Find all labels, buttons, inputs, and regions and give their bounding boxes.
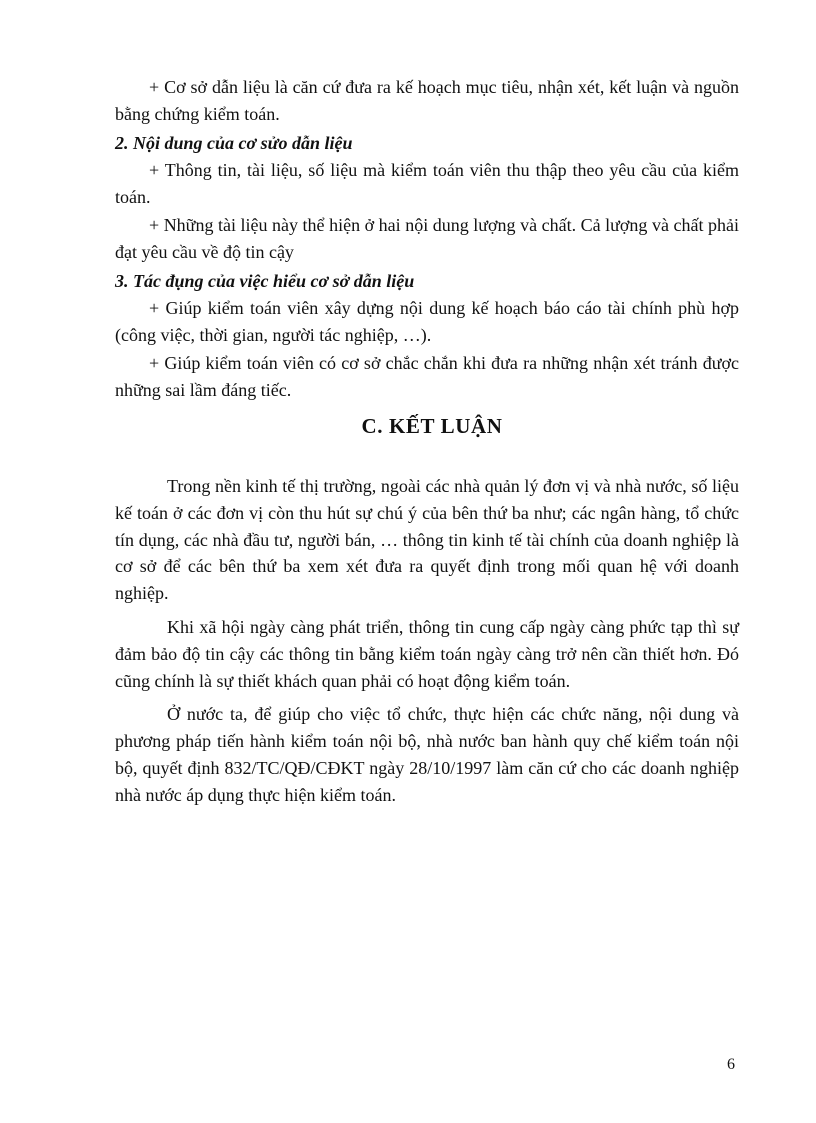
content-bullet-2: + Những tài liệu này thể hiện ở hai nội dung lượng và chất. Cả lượng và chất phải đạt yêu cầu về độ tin cậy (115, 215, 739, 262)
conclusion-paragraph-1: Trong nền kinh tế thị trường, ngoài các nhà quản lý đơn vị và nhà nước, số liệu kế toán ở các đơn vị còn thu hút sự chú ý của bên thứ ba như; các ngân hàng, tổ chức tín dụng, các nhà đầu tư, người bán, … thông tin kinh tế tài chính của doanh nghiệp là cơ sở để các bên thứ ba xem xét đưa ra quyết định trong mối quan hệ với doanh nghiệp. (115, 476, 739, 604)
conclusion-paragraph-2: Khi xã hội ngày càng phát triển, thông tin cung cấp ngày càng phức tạp thì sự đảm bảo độ tin cậy các thông tin bằng kiểm toán ngày càng trở nên cần thiết hơn. Đó cũng chính là sự thiết khách quan phải có hoạt động kiểm toán. (115, 616, 739, 691)
section-3-heading: 3. Tác đụng của việc hiểu cơ sở dẫn liệu (115, 271, 415, 291)
section-2-heading: 2. Nội dung của cơ sửo dẫn liệu (115, 133, 353, 153)
basis-bullet: + Cơ sở dẫn liệu là căn cứ đưa ra kế hoạch mục tiêu, nhận xét, kết luận và nguồn bằng chứng kiểm toán. (115, 77, 739, 124)
effect-bullet-1: + Giúp kiểm toán viên xây dựng nội dung kế hoạch báo cáo tài chính phù hợp (công việc, thời gian, người tác nghiệp, …). (115, 298, 739, 345)
effect-bullet-2: + Giúp kiểm toán viên có cơ sở chắc chắn khi đưa ra những nhận xét tránh được những sai lầm đáng tiếc. (115, 353, 739, 400)
content-bullet-1: + Thông tin, tài liệu, số liệu mà kiểm toán viên thu thập theo yêu cầu của kiểm toán. (115, 160, 739, 207)
page-content (115, 74, 739, 809)
conclusion-paragraph-3: Ở nước ta, để giúp cho việc tổ chức, thực hiện các chức năng, nội dung và phương pháp tiến hành kiểm toán nội bộ, nhà nước ban hành quy chế kiểm toán nội bộ, quyết định 832/TC/QĐ/CĐKT ngày 28/10/1997 làm căn cứ cho các doanh nghiệp nhà nước áp dụng thực hiện kiểm toán. (115, 704, 739, 805)
page-number: 6 (727, 1056, 735, 1073)
conclusion-title: C. KẾT LUẬN (361, 414, 503, 438)
